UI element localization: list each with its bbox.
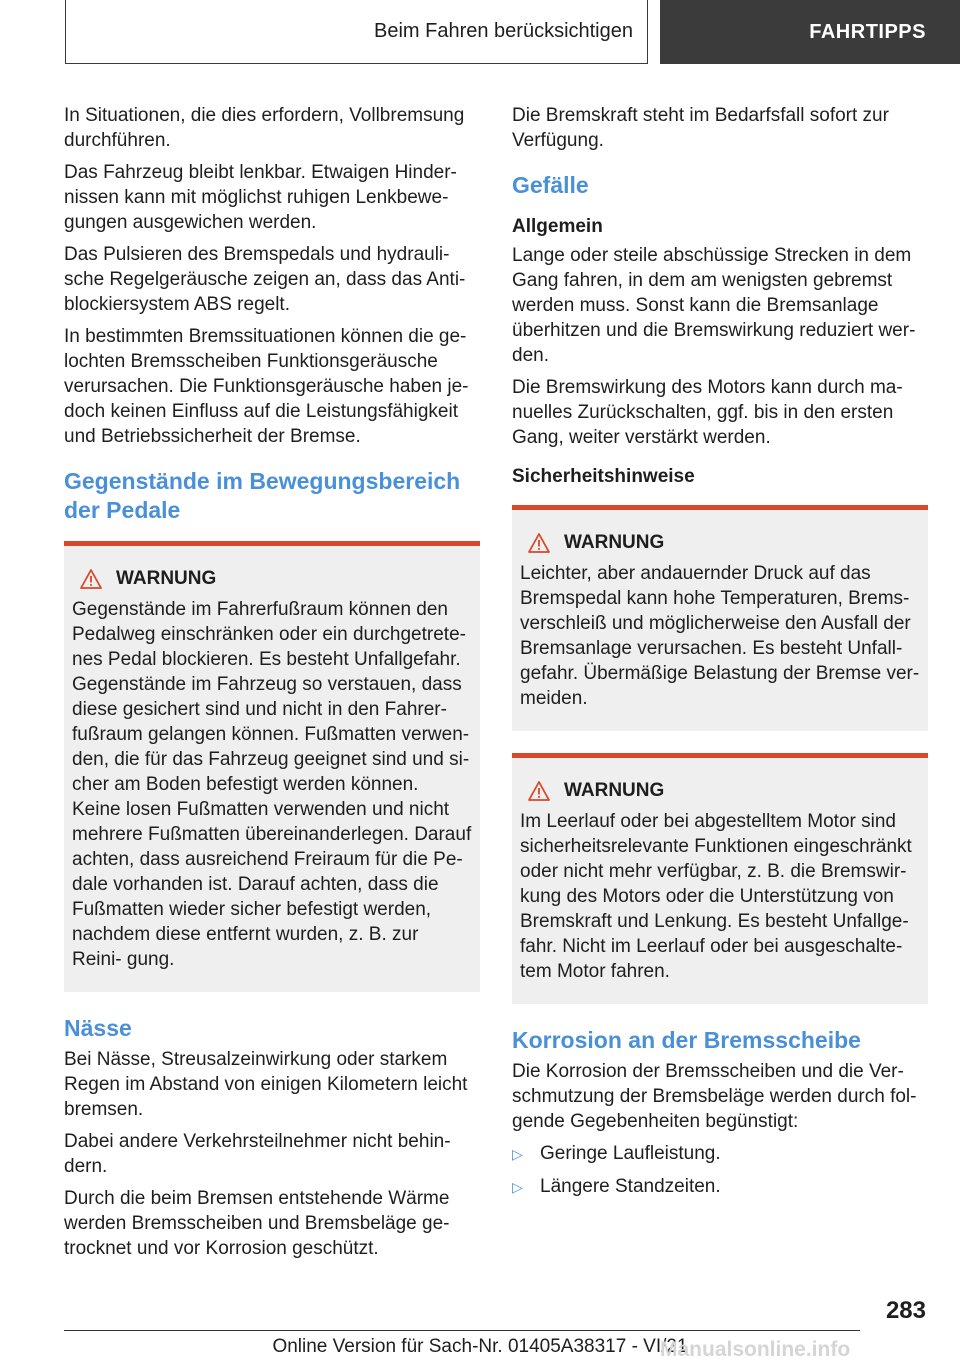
warning-text: Im Leerlauf oder bei abgestelltem Motor sind sicherheitsrelevante Funktionen eingeschränkt oder nicht mehr verfügbar, z. B. die Bremswir- kung des Motors oder die Unterstützung von Bremskraft und Lenkung. Es besteht Unfallge- fahr. Nicht im Leerlauf oder bei ausgeschalte- tem Motor fahren. bbox=[520, 811, 912, 982]
footer-version: Online Version für Sach-Nr. 01405A38317 - VI/21 bbox=[272, 1336, 688, 1357]
watermark: Manualsonline.info bbox=[660, 1338, 851, 1361]
warning-box bbox=[64, 541, 480, 992]
warning-box bbox=[512, 753, 928, 1004]
warning-text: Leichter, aber andauernder Druck auf das Bremspedal kann hohe Temperaturen, Brems- verschleiß und möglicherweise den Ausfall der Bremsanlage verursachen. Es besteht Unfall- gefahr. Übermäßige Belastung der Bremse ver- meiden. bbox=[520, 563, 920, 709]
warning-title: WARNUNG bbox=[116, 568, 217, 589]
warning-header bbox=[80, 566, 472, 591]
warning-title: WARNUNG bbox=[564, 532, 665, 553]
heading-naesse: Nässe bbox=[64, 1015, 132, 1041]
list-item-text: Längere Standzeiten. bbox=[540, 1176, 721, 1197]
bullet-list bbox=[512, 1141, 928, 1200]
paragraph: Durch die beim Bremsen entstehende Wärme werden Bremsscheiben und Bremsbeläge ge- trocknet und vor Korrosion geschützt. bbox=[64, 1188, 450, 1259]
paragraph: In Situationen, die dies erfordern, Vollbremsung durchführen. bbox=[64, 105, 465, 151]
heading-gefaelle: Gefälle bbox=[512, 172, 589, 198]
warning-header bbox=[528, 778, 920, 803]
paragraph: Lange oder steile abschüssige Strecken in dem Gang fahren, in dem am wenigsten gebremst werden muss. Sonst kann die Bremsanlage überhitzen und die Bremswirkung reduziert wer- den. bbox=[512, 245, 916, 366]
paragraph: Die Korrosion der Bremsscheiben und die Ver- schmutzung der Bremsbeläge werden durch fol- gende Gegebenheiten begünstigt: bbox=[512, 1061, 917, 1132]
warning-box bbox=[512, 505, 928, 731]
header-section bbox=[65, 0, 648, 64]
heading-pedale: Gegenstände im Bewegungsbereich der Pedale bbox=[64, 468, 461, 523]
paragraph: In bestimmten Bremssituationen können die ge- lochten Bremsscheiben Funktionsgeräusche verursachen. Die Funktionsgeräusche haben je- doch keinen Einfluss auf die Leistungsfähigkeit und Betriebssicherheit der Bremse. bbox=[64, 326, 469, 447]
warning-title: WARNUNG bbox=[564, 780, 665, 801]
heading-allgemein: Allgemein bbox=[512, 216, 603, 237]
paragraph: Das Pulsieren des Bremspedals und hydrauli- sche Regelgeräusche zeigen an, dass das Anti- blockiersystem ABS regelt. bbox=[64, 244, 466, 315]
footer-divider bbox=[64, 1330, 860, 1331]
triangle-right-icon: ▷ bbox=[512, 1179, 523, 1195]
warning-triangle-icon bbox=[528, 781, 550, 801]
heading-korrosion: Korrosion an der Bremsscheibe bbox=[512, 1027, 861, 1053]
left-column bbox=[64, 103, 480, 1268]
warning-text: Gegenstände im Fahrerfußraum können den Pedalweg einschränken oder ein durchgetrete- nes Pedal blockieren. Es besteht Unfallgefahr. Gegenstände im Fahrzeug so verstauen, dass diese gesichert sind und nicht in den Fahrer- fußraum gelangen können. Fußmatten verwen- den, die für das Fahrzeug geeignet sind und si- cher am Boden befestigt werden können. Keine losen Fußmatten verwenden und nicht mehrere Fußmatten übereinanderlegen. Darauf achten, dass ausreichend Freiraum für die Pe- dale vorhanden ist. Darauf achten, dass die Fußmatten wieder sicher befestigt werden, nachdem diese entfernt wurden, z. B. zur Reini- gung. bbox=[72, 599, 472, 970]
chapter-title: FAHRTIPPS bbox=[809, 20, 926, 43]
list-item-text: Geringe Laufleistung. bbox=[540, 1143, 721, 1164]
warning-header bbox=[528, 530, 920, 555]
page-number: 283 bbox=[885, 1297, 926, 1324]
paragraph: Die Bremskraft steht im Bedarfsfall sofort zur Verfügung. bbox=[512, 105, 889, 151]
list-item bbox=[512, 1174, 928, 1200]
paragraph: Das Fahrzeug bleibt lenkbar. Etwaigen Hinder- nissen kann mit möglichst ruhigen Lenkbewe- gungen ausgewichen werden. bbox=[64, 162, 457, 233]
section-title: Beim Fahren berücksichtigen bbox=[373, 20, 633, 42]
triangle-right-icon: ▷ bbox=[512, 1146, 523, 1162]
right-column bbox=[512, 103, 928, 1207]
warning-triangle-icon bbox=[528, 533, 550, 553]
paragraph: Dabei andere Verkehrsteilnehmer nicht behin- dern. bbox=[64, 1131, 451, 1177]
header-chapter bbox=[660, 0, 960, 64]
heading-sicherheitshinweise: Sicherheitshinweise bbox=[512, 466, 695, 487]
warning-triangle-icon bbox=[80, 569, 102, 589]
list-item bbox=[512, 1141, 928, 1167]
paragraph: Die Bremswirkung des Motors kann durch ma- nuelles Zurückschalten, ggf. bis in den ersten Gang, weiter verstärkt werden. bbox=[512, 377, 903, 448]
paragraph: Bei Nässe, Streusalzeinwirkung oder starkem Regen im Abstand von einigen Kilometern leicht bremsen. bbox=[64, 1049, 468, 1120]
